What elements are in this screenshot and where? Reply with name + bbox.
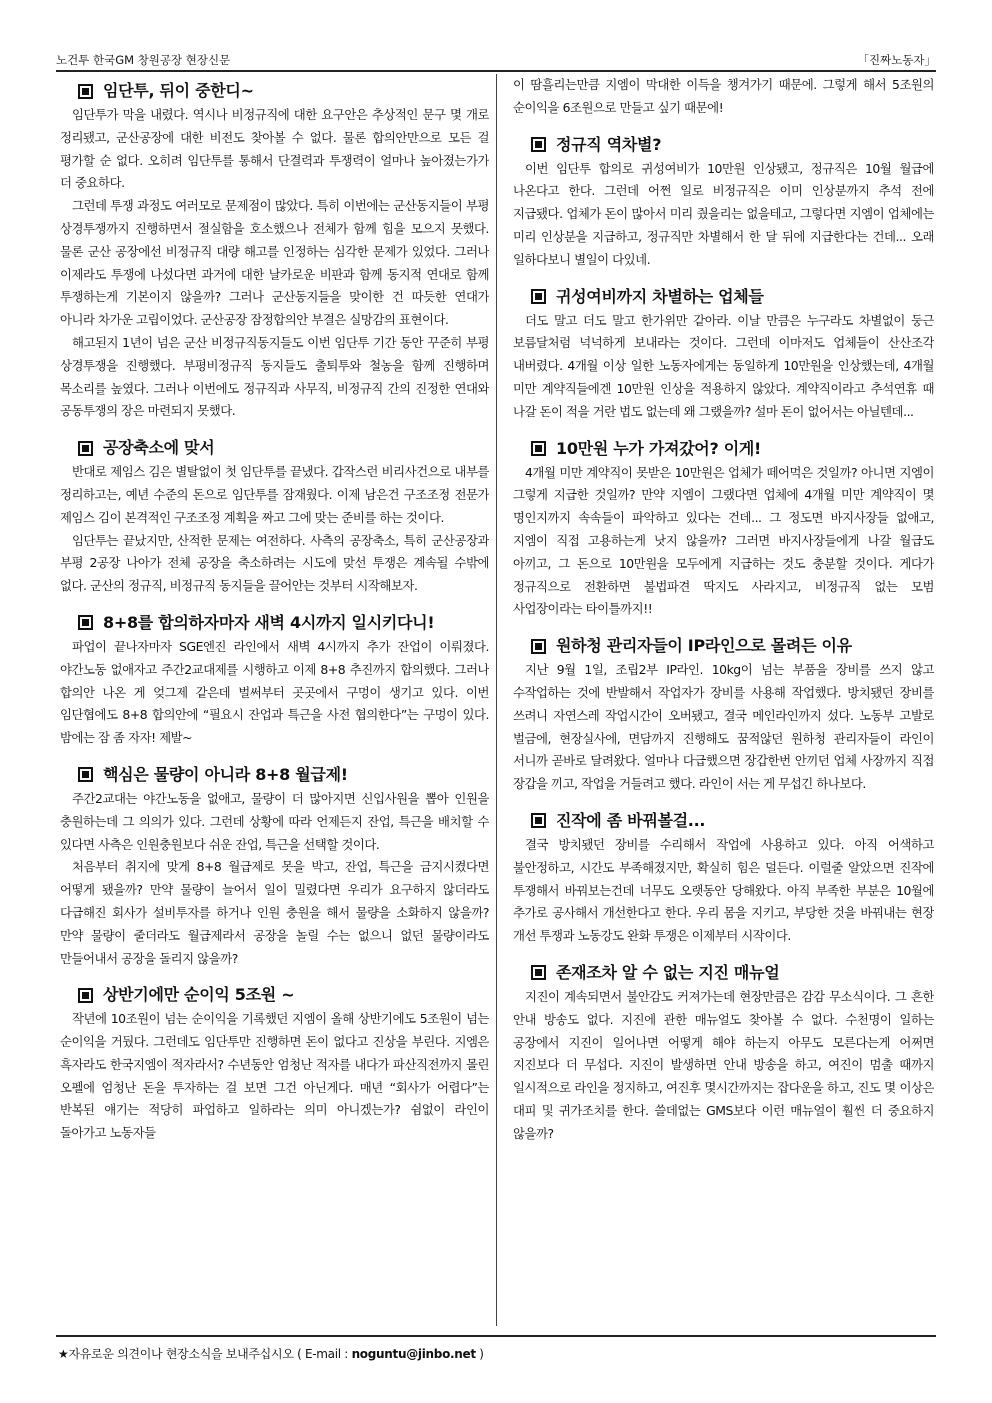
body-paragraph: 결국 방치됐던 장비를 수리해서 작업에 사용하고 있다. 아직 어색하고 불안정하고, 시간도 부족해졌지만, 확실히 힘은 덜든다. 이럴줄 알았으면 진작에 투쟁해서 바꿔보는건데 너무도 오랫동안 당해왔다. 아직 부족한 부분은 10월에 추가로 공사해서 개선한다고 한다. 우리 몸을 지키고, 부당한 것을 바꿔내는 현장 개선 투쟁과 노동강도 완화 투쟁은 이제부터 시작이다. <box>513 836 934 944</box>
section-title: 10만원 누가 가져갔어? 이게! <box>556 438 762 458</box>
section-heading <box>78 984 489 1006</box>
article-section <box>60 764 489 970</box>
footer-close: ) <box>475 1347 484 1361</box>
left-column <box>60 74 489 1326</box>
square-bullet-icon <box>78 615 93 630</box>
square-bullet-icon <box>78 441 93 456</box>
square-bullet-icon <box>531 965 546 980</box>
section-title: 상반기에만 순이익 5조원 ~ <box>103 985 295 1005</box>
footer-email: noguntu@jinbo.net <box>351 1347 476 1361</box>
article-section <box>513 286 934 424</box>
section-title: 임단투, 뒤이 중한디~ <box>103 81 254 100</box>
square-bullet-icon <box>531 441 546 456</box>
section-heading <box>531 134 934 156</box>
section-title: 원하청 관리자들이 IP라인으로 몰려든 이유 <box>556 636 852 656</box>
body-paragraph: 4개월 미만 계약직이 못받은 10만원은 업체가 떼어먹은 것일까? 아니면 지엠이 그렇게 지급한 것일까? 만약 지엠이 그랬다면 업체에 4개월 미만 계약직이 몇 명인지까지 속속들이 파악하고 있다는 건데... 그 정도면 바지사장들 없애고, 지엠이 직접 고용하는게 낫지 않을까? 그러면 바지사장들에게 나갈 월급도 아끼고, 그 돈으로 10만원을 모두에게 지급하는 것도 충분할 것이다. 게다가 정규직으로 전환하면 불법파견 딱지도 사라지고, 비정규직 없는 모범 사업장이라는 타이틀까지!! <box>513 464 934 617</box>
square-bullet-icon <box>531 289 546 304</box>
body-paragraph: 처음부터 취지에 맞게 8+8 월급제로 못을 박고, 잔업, 특근을 금지시켰다면 어떻게 됐을까? 만약 물량이 늘어서 일이 밀렸다면 우리가 요구하지 않더라도 다급해진 회사가 설비투자를 하거나 인원 충원을 해서 물량을 소화하지 않을까? 만약 물량이 줄더라도 월급제라서 공장을 놀릴 수는 없으니 없던 물량이라도 만들어내서 공장을 돌리지 않을까? <box>60 859 489 966</box>
section-title: 존재조차 알 수 없는 지진 매뉴얼 <box>556 962 780 982</box>
body-paragraph: 해고된지 1년이 넘은 군산 비정규직동지들도 이번 임단투 기간 동안 꾸준히 부평 상경투쟁을 진행했다. 부평비정규직 동지들도 출퇴투와 철농을 함께 진행하며 목소리를 높였다. 그러나 이번에도 정규직과 사무직, 비정규직 간의 진정한 연대와 공동투쟁의 장은 마련되지 못했다. <box>60 334 489 419</box>
article-section <box>513 134 934 272</box>
square-bullet-icon <box>531 813 546 828</box>
section-title: 핵심은 물량이 아니라 8+8 월급제! <box>103 764 348 784</box>
square-bullet-icon <box>78 84 93 99</box>
right-column <box>513 74 934 1326</box>
section-heading <box>78 80 489 102</box>
square-bullet-icon <box>531 137 546 152</box>
footer-text: ★자유로운 의견이나 현장소식을 보내주십시오 ( E-mail : <box>58 1347 352 1361</box>
body-paragraph: 이 땀흘리는만큼 지엠이 막대한 이득을 챙겨가기 때문에. 그렇게 해서 5조원의 순이익을 6조원으로 만들고 싶기 때문에! <box>513 77 934 115</box>
article-section <box>513 962 934 1146</box>
square-bullet-icon <box>78 988 93 1003</box>
header-title: 「진짜노동자」 <box>857 53 936 67</box>
column-divider <box>496 74 497 1326</box>
body-paragraph: 작년에 10조원이 넘는 순이익을 기록했던 지엠이 올해 상반기에도 5조원이 넘는 순이익을 거뒀다. 그런데도 임단투만 진행하면 돈이 없다고 진상을 부린다. 지엠은 흑자라도 한국지엠이 적자라서? 수년동안 엄청난 적자를 내다가 파산직전까지 몰린 오펠에 엄청난 돈을 투자하는 걸 보면 그건 아닌게다. 매년 “회사가 어렵다”는 반복된 얘기는 적당히 파업하고 일하라는 의미 아니겠는가? 쉼없이 라인이 돌아가고 노동자들 <box>60 1011 489 1141</box>
body-paragraph: 임단투가 막을 내렸다. 역시나 비정규직에 대한 요구안은 추상적인 문구 몇 개로 정리됐고, 군산공장에 대한 비전도 찾아볼 수 없다. 물론 합의안만으로 모든 걸 평가할 순 없다. 오히려 임단투를 통해서 단결력과 투쟁력이 얼마나 높아졌는가가 더 중요하다. <box>60 107 489 191</box>
section-title: 진작에 좀 바꿔볼걸... <box>556 810 706 830</box>
section-title: 정규직 역차별? <box>556 134 662 154</box>
footer-rule <box>56 1335 936 1337</box>
article-columns <box>60 74 934 1326</box>
body-paragraph: 지난 9월 1일, 조립2부 IP라인. 10kg이 넘는 부품을 장비를 쓰지 않고 수작업하는 것에 반발해서 작업자가 장비를 사용해 작업했다. 방치됐던 장비를 쓰려니 자연스레 작업시간이 오버됐고, 결국 메인라인까지 섰다. 노동부 고발로 벌금에, 현장실사에, 면담까지 진행해도 꿈적않던 원하청 관리자들이 라인이 서니까 곧바로 달려왔다. 얼마나 다급했으면 장갑한번 안끼던 업체 사장까지 직접 장갑을 끼고, 작업을 거들려고 했다. 라인이 서는 게 무섭긴 하나보다. <box>513 662 934 792</box>
article-section <box>513 74 934 120</box>
section-heading <box>78 437 489 459</box>
body-paragraph: 이번 임단투 합의로 귀성여비가 10만원 인상됐고, 정규직은 10월 월급에 나온다고 한다. 그런데 어쩐 일로 비정규직은 이미 인상분까지 추석 전에 지급됐다. 업체가 돈이 많아서 미리 줬을리는 없을테고, 그렇다면 지엠이 업체에는 미리 인상분을 지급하고, 정규직만 차별해서 한 달 뒤에 지급한다는 건데... 오래 일하다보니 별일이 다있네. <box>513 160 934 267</box>
page-header <box>56 46 936 72</box>
body-paragraph: 더도 말고 더도 말고 한가위만 같아라. 이날 만큼은 누구라도 차별없이 둥근 보름달처럼 넉넉하게 보내라는 것이다. 그런데 이마저도 업체들이 산산조각 내버렸다. 4개월 이상 일한 노동자에게는 동일하게 10만원을 인상했는데, 4개월 미만 계약직들에겐 10만원 인상을 적용하지 않았다. 계약직이라고 추석연휴 때 나갈 돈이 적을 거란 법도 없는데 왜 그랬을까? 설마 돈이 없어서는 아닐텐데... <box>513 312 934 419</box>
article-section <box>60 437 489 598</box>
section-heading <box>531 286 934 308</box>
article-section <box>513 810 934 948</box>
square-bullet-icon <box>78 767 93 782</box>
body-paragraph: 파업이 끝나자마자 SGE엔진 라인에서 새벽 4시까지 추가 잔업이 이뤄졌다. 야간노동 없애자고 주간2교대제를 시행하고 이제 8+8 추진까지 합의했다. 그러나 합의안 나온 게 엊그제 같은데 벌써부터 곳곳에서 구멍이 생기고 있다. 이번 임단협에도 8+8 합의안에 “필요시 잔업과 특근을 사전 협의한다”는 구멍이 있다. 밤에는 잠 좀 자자! 제발~ <box>60 638 489 746</box>
page-footer <box>58 1345 484 1362</box>
section-heading <box>531 635 934 657</box>
section-heading <box>531 810 934 832</box>
section-title: 8+8를 합의하자마자 새벽 4시까지 일시키다니! <box>103 612 435 632</box>
body-paragraph: 지진이 계속되면서 불안감도 커져가는데 현장만큼은 감감 무소식이다. 그 흔한 안내 방송도 없다. 지진에 관한 매뉴얼도 찾아볼 수 없다. 수천명이 일하는 공장에서 지진이 일어나면 어떻게 해야 하는지 아무도 모른다는게 어쩌면 지진보다 더 무섭다. 지진이 발생하면 안내 방송을 하고, 여진이 멈출 때까지 일시적으로 라인을 정지하고, 여진후 몇시간까지는 잡다운을 하고, 진도 몇 이상은 대피 및 귀가조치를 한다. 쓸데없는 GMS보다 이런 매뉴얼이 훨씬 더 중요하지 않을까? <box>513 988 934 1141</box>
article-section <box>513 438 934 622</box>
body-paragraph: 그런데 투쟁 과정도 여러모로 문제점이 많았다. 특히 이번에는 군산동지들이 부평 상경투쟁까지 진행하면서 절실함을 호소했으나 전체가 함께 힘을 모으지 못했다. 물론 군산 공장에선 비정규직 대량 해고를 인정하는 심각한 문제가 있었다. 그러나 이제라도 투쟁에 나섰다면 과거에 대한 날카로운 비판과 함께 동지적 연대로 함께 투쟁하는게 기본이지 않을까? 그러나 군산동지들을 맞이한 건 따듯한 연대가 아니라 차가운 고립이었다. 군산공장 잠정합의안 부결은 실망감의 표현이다. <box>60 198 489 328</box>
section-heading <box>531 438 934 460</box>
body-paragraph: 주간2교대는 야간노동을 없애고, 물량이 더 많아지면 신입사원을 뽑아 인원을 충원하는데 그 의의가 있다. 그런데 상황에 따라 언제든지 잔업, 특근을 배치할 수 있다면 사측은 인원충원보다 쉬운 잔업, 특근을 선택할 것이다. <box>60 790 489 852</box>
section-title: 귀성여비까지 차별하는 업체들 <box>556 286 764 306</box>
section-heading <box>531 962 934 984</box>
section-heading <box>78 612 489 634</box>
section-title: 공장축소에 맞서 <box>103 438 215 458</box>
body-paragraph: 반대로 제임스 김은 별탈없이 첫 임단투를 끝냈다. 갑작스런 비리사건으로 내부를 정리하고는, 예년 수준의 돈으로 임단투를 잠재웠다. 이제 남은건 구조조정 전문가 제임스 김이 본격적인 구조조정 계획을 짜고 그에 맞는 준비를 하는 것이다. <box>60 464 489 525</box>
square-bullet-icon <box>531 639 546 654</box>
body-paragraph: 임단투는 끝났지만, 산적한 문제는 여전하다. 사측의 공장축소, 특히 군산공장과 부평 2공장 나아가 전체 공장을 축소하려는 시도에 맞선 투쟁은 계속될 수밖에 없다. 군산의 정규직, 비정규직 동지들을 끌어안는 것부터 시작해보자. <box>60 532 489 594</box>
header-publication: 노건투 한국GM 창원공장 현장신문 <box>56 53 231 67</box>
article-section <box>60 612 489 750</box>
article-section <box>60 80 489 423</box>
article-section <box>60 984 489 1145</box>
article-section <box>513 635 934 796</box>
section-heading <box>78 764 489 786</box>
